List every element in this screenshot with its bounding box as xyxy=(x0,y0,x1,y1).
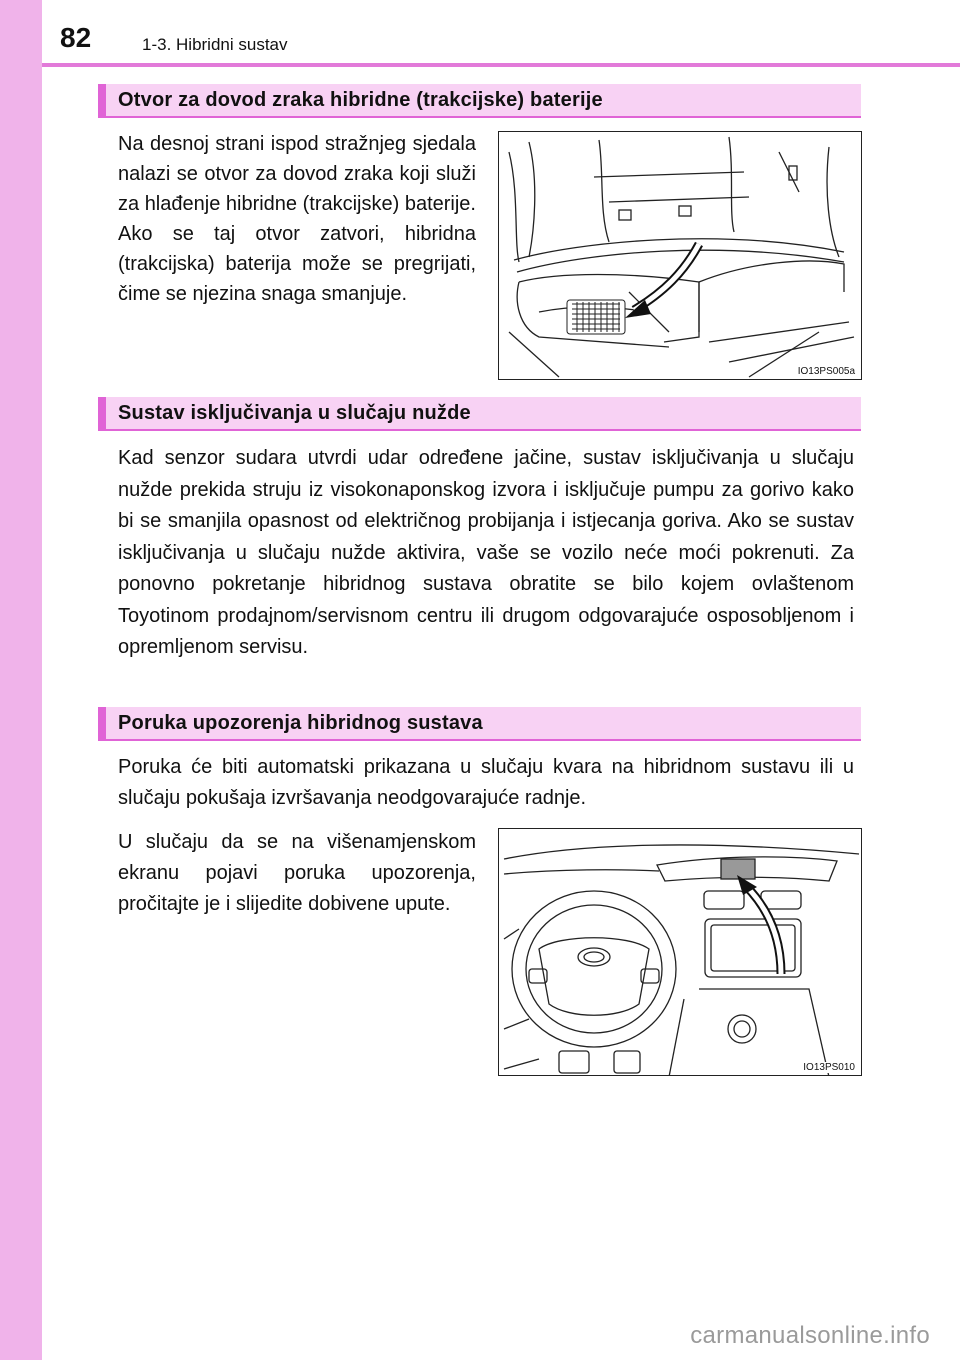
section-heading-warning-message: Poruka upozorenja hibridnog sustava xyxy=(98,707,861,741)
paragraph-emergency-shutoff: Kad senzor sudara utvrdi udar određene jačine, sustav isključivanja u slučaju nužde prekida struju iz visokonaponskog izvora i isključuje pumpu za gorivo kako bi se smanjila opasnost od električnog probijanja i istjecanja goriva. Ako se sustav isključivanja u slučaju nužde aktivira, vaše se vozilo neće moći pokrenuti. Za ponovno pokretanje hibridnog sustava obratite se bilo kojem ovlaštenom Toyotinom prodajnom/servisnom centru ili drugom odgovarajuće osposobljenom i opremljenom servisu. xyxy=(118,447,854,658)
section-heading-emergency-shutoff: Sustav isključivanja u slučaju nužde xyxy=(98,397,861,431)
figure-code-2: IO13PS010 xyxy=(803,1062,855,1073)
header-rule xyxy=(42,63,960,67)
rear-seat-illustration xyxy=(499,132,862,380)
air-vent-grille xyxy=(567,300,625,334)
paragraph-warning-message-2: U slučaju da se na višenamjenskom ekranu pojavi poruka upozorenja, pročitajte je i slijedite dobivene upute. xyxy=(118,831,476,915)
watermark: carmanualsonline.info xyxy=(690,1322,930,1349)
figure-code-1: IO13PS005a xyxy=(797,366,855,377)
dashboard-illustration xyxy=(499,829,862,1076)
side-color-strip xyxy=(0,0,42,1360)
section-heading-air-intake: Otvor za dovod zraka hibridne (trakcijske) baterije xyxy=(98,84,861,118)
figure-rear-seat-air-intake xyxy=(498,131,862,380)
paragraph-air-intake: Na desnoj strani ispod stražnjeg sjedala nalazi se otvor za dovod zraka koji služi za hlađenje hibridne (trakcijske) baterije. Ako se taj otvor zatvori, hibridna (trakcijska) baterija može se pregrijati, čime se njezina snaga smanjuje. xyxy=(118,133,476,305)
page-number: 82 xyxy=(60,22,92,53)
chapter-title: 1-3. Hibridni sustav xyxy=(142,35,288,54)
paragraph-warning-message-1: Poruka će biti automatski prikazana u slučaju kvara na hibridnom sustavu ili u slučaju pokušaja izvršavanja neodgovarajuće radnje. xyxy=(118,756,854,809)
figure-dashboard-display xyxy=(498,828,862,1076)
